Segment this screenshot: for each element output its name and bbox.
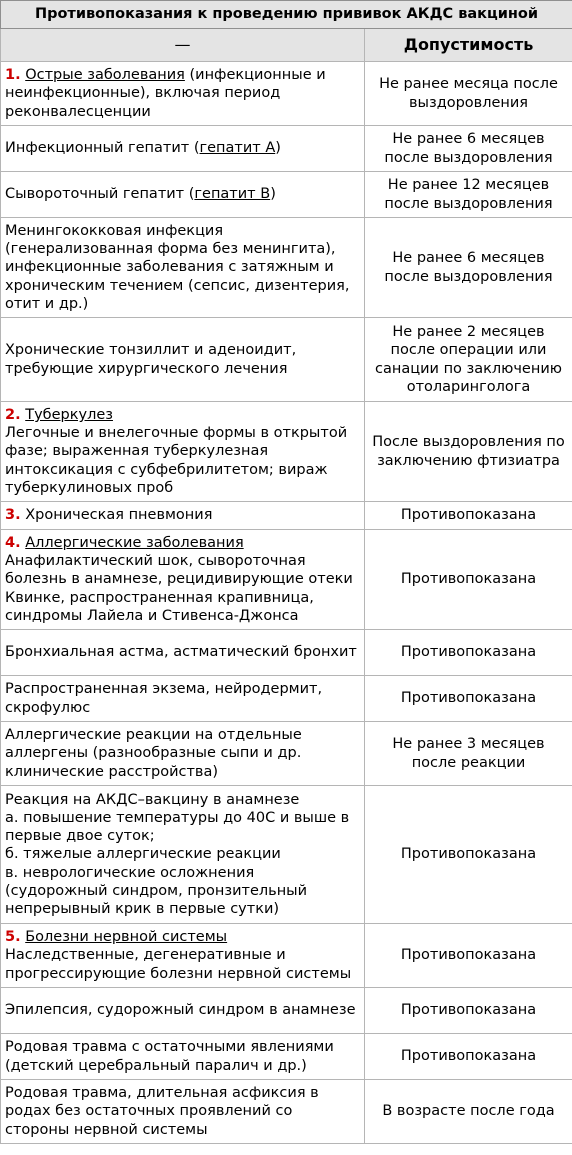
condition-cell [1, 988, 365, 1034]
table-row [1, 630, 572, 676]
condition-text: Сывороточный гепатит ( [5, 186, 195, 203]
table-row [1, 172, 572, 218]
condition-text: Наследственные, дегенеративные и прогрессирующие болезни нервной системы [5, 947, 352, 982]
condition-text: Родовая травма, длительная асфиксия в родах без остаточных проявлений со стороны нервной системы [5, 1085, 319, 1138]
category-number: 5. [5, 929, 21, 946]
table-row [1, 1080, 572, 1144]
condition-cell [1, 62, 365, 126]
condition-cell [1, 530, 365, 630]
header-col-allowance: Допустимость [365, 29, 572, 62]
allowance-cell: Противопоказана [365, 676, 572, 722]
category-link[interactable]: Болезни нервной системы [25, 929, 228, 946]
condition-text: Аллергические реакции на отдельные аллергены (разнообразные сыпи и др. клинические расстройства) [5, 727, 302, 780]
allowance-cell: Противопоказана [365, 924, 572, 988]
condition-text: Менингококковая инфекция (генерализованная форма без менингита), инфекционные заболевания с затяжным и хроническим течением (сепсис, дизентерия, отит и др.) [5, 222, 350, 312]
allowance-cell: В возрасте после года [365, 1080, 572, 1144]
allowance-cell: Противопоказана [365, 502, 572, 530]
condition-cell [1, 402, 365, 502]
allowance-cell: Противопоказана [365, 786, 572, 924]
allowance-cell: Противопоказана [365, 988, 572, 1034]
table-row [1, 402, 572, 502]
allowance-cell: Не ранее месяца после выздоровления [365, 62, 572, 126]
condition-line: в. неврологические осложнения (судорожный синдром, пронзительный непрерывный крик в первые сутки) [5, 864, 308, 917]
condition-cell [1, 1034, 365, 1080]
allowance-cell: Не ранее 3 месяцев после реакции [365, 722, 572, 786]
category-link[interactable]: Аллергические заболевания [25, 534, 244, 551]
allowance-cell: После выздоровления по заключению фтизиатра [365, 402, 572, 502]
table-row [1, 786, 572, 924]
table-row [1, 924, 572, 988]
condition-text: Бронхиальная астма, астматический бронхит [5, 644, 357, 661]
condition-text: Эпилепсия, судорожный синдром в анамнезе [5, 1002, 356, 1019]
condition-text: Хронические тонзиллит и аденоидит, требующие хирургического лечения [5, 342, 297, 377]
condition-cell [1, 630, 365, 676]
condition-text: ) [270, 186, 276, 203]
category-link[interactable]: Острые заболевания [25, 67, 185, 84]
table-row [1, 318, 572, 402]
allowance-cell: Противопоказана [365, 630, 572, 676]
condition-link[interactable]: гепатит А [199, 140, 276, 157]
condition-cell [1, 786, 365, 924]
condition-cell [1, 1080, 365, 1144]
table-row [1, 126, 572, 172]
table-body [1, 1, 572, 1144]
condition-cell [1, 172, 365, 218]
header-col-condition: — [1, 29, 365, 62]
condition-cell [1, 502, 365, 530]
condition-text: Легочные и внелегочные формы в открытой фазе; выраженная туберкулезная интоксикация с субфебрилитетом; вираж туберкулиновых проб [5, 425, 348, 496]
condition-cell [1, 218, 365, 318]
condition-text: Анафилактический шок, сывороточная болезнь в анамнезе, рецидивирующие отеки Квинке, распространенная крапивница, синдромы Лайела и Стивенса-Джонса [5, 553, 353, 624]
category-number: 2. [5, 406, 21, 423]
table-row [1, 502, 572, 530]
allowance-cell: Не ранее 12 месяцев после выздоровления [365, 172, 572, 218]
condition-text: (инфекционные и неинфекционные), включая период реконвалесценции [5, 67, 326, 120]
allowance-cell: Противопоказана [365, 1034, 572, 1080]
allowance-cell: Противопоказана [365, 530, 572, 630]
allowance-cell: Не ранее 6 месяцев после выздоровления [365, 126, 572, 172]
title-row [1, 1, 572, 29]
condition-text: Распространенная экзема, нейродермит, скрофулюс [5, 681, 323, 716]
condition-cell [1, 722, 365, 786]
condition-text: ) [275, 140, 281, 157]
table-row [1, 218, 572, 318]
table-row [1, 62, 572, 126]
allowance-cell: Не ранее 2 месяцев после операции или санации по заключению отоларинголога [365, 318, 572, 402]
condition-line: б. тяжелые аллергические реакции [5, 846, 281, 863]
condition-text: Инфекционный гепатит ( [5, 140, 200, 157]
category-number: 1. [5, 67, 21, 84]
condition-cell [1, 924, 365, 988]
table-row [1, 988, 572, 1034]
condition-link[interactable]: гепатит В [194, 186, 271, 203]
table-row [1, 676, 572, 722]
category-number: 3. [5, 507, 21, 524]
condition-cell [1, 318, 365, 402]
category-number: 4. [5, 534, 21, 551]
category-link[interactable]: Туберкулез [25, 406, 113, 423]
condition-line: а. повышение температуры до 40С и выше в первые двое суток; [5, 809, 350, 845]
header-row [1, 29, 572, 62]
condition-text: Хроническая пневмония [20, 507, 213, 524]
condition-cell [1, 126, 365, 172]
condition-line: Реакция на АКДС–вакцину в анамнезе [5, 791, 300, 808]
table-title: Противопоказания к проведению прививок АКДС вакциной [1, 1, 572, 29]
condition-cell [1, 676, 365, 722]
table-row [1, 1034, 572, 1080]
allowance-cell: Не ранее 6 месяцев после выздоровления [365, 218, 572, 318]
condition-text: Родовая травма с остаточными явлениями (детский церебральный паралич и др.) [5, 1039, 334, 1074]
table-row [1, 530, 572, 630]
table-row [1, 722, 572, 786]
